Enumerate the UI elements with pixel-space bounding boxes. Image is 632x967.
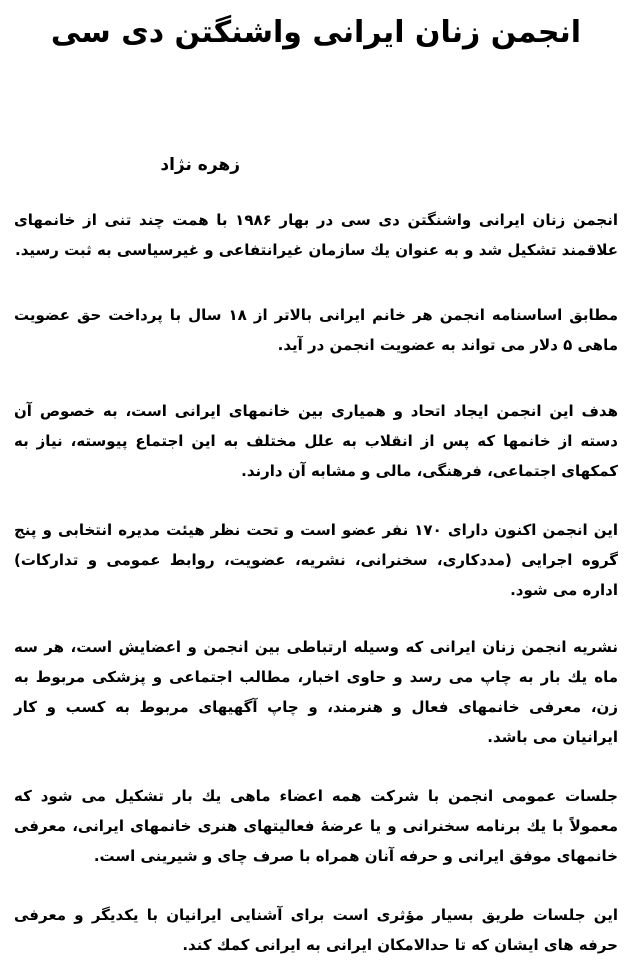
document-title: انجمن زنان ایرانی واشنگتن دی سی xyxy=(50,15,582,50)
author-name: زهره نژاد xyxy=(160,155,240,175)
paragraph-meetings: جلسات عمومی انجمن با شرکت همه اعضاء ماهی یك بار تشکیل می شود که معمولاً با یك برنامه سخنرانی و یا عرضهٔ فعالیتهای هنری خانمهای ایرانی، معرفی خانمهای موفق ایرانی و حرفه آنان همراه با صرف چای و شیرینی است. xyxy=(14,787,618,865)
paragraph-goal: هدف این انجمن ایجاد اتحاد و همیاری بین خانمهای ایرانی است، به خصوص آن دسته از خانمها که پس از انقلاب به علل مختلف به این اجتماع پیوسته، نیاز به کمکهای اجتماعی، فرهنگی، مالی و مشابه آن دارند. xyxy=(14,402,618,480)
paragraph-newsletter: نشریه انجمن زنان ایرانی که وسیله ارتباطی بین انجمن و اعضایش است، هر سه ماه یك بار به چاپ می رسد و حاوی اخبار، مطالب اجتماعی و پزشکی مربوط به زن، معرفی خانمهای فعال و هنرمند، و چاپ آگهیهای مربوط به کسب و کار ایرانیان می باشد. xyxy=(14,638,618,746)
paragraph-organization: این انجمن اکنون دارای ۱۷۰ نفر عضو است و تحت نظر هیئت مدیره انتخابی و پنج گروه اجرایی (مددکاری، سخنرانی، نشریه، عضویت، روابط عمومی و تدارکات) اداره می شود. xyxy=(14,521,618,599)
paragraph-founding: انجمن زنان ایرانی واشنگتن دی سی در بهار ۱۹۸۶ با همت چند تنی از خانمهای علاقمند تشکیل شد و به عنوان یك سازمان غیرانتفاعی و غیرسیاسی به ثبت رسید. xyxy=(14,211,619,259)
paragraph-networking: این جلسات طریق بسیار مؤثری است برای آشنایی ایرانیان با یکدیگر و معرفی حرفه های ایشان که تا حدالامکان ایرانی به ایرانی کمك کند. xyxy=(14,906,618,954)
paragraph-membership: مطابق اساسنامه انجمن هر خانم ایرانی بالاتر از ۱۸ سال با پرداخت حق عضویت ماهی ۵ دلار می تواند به عضویت انجمن در آید. xyxy=(14,306,618,354)
